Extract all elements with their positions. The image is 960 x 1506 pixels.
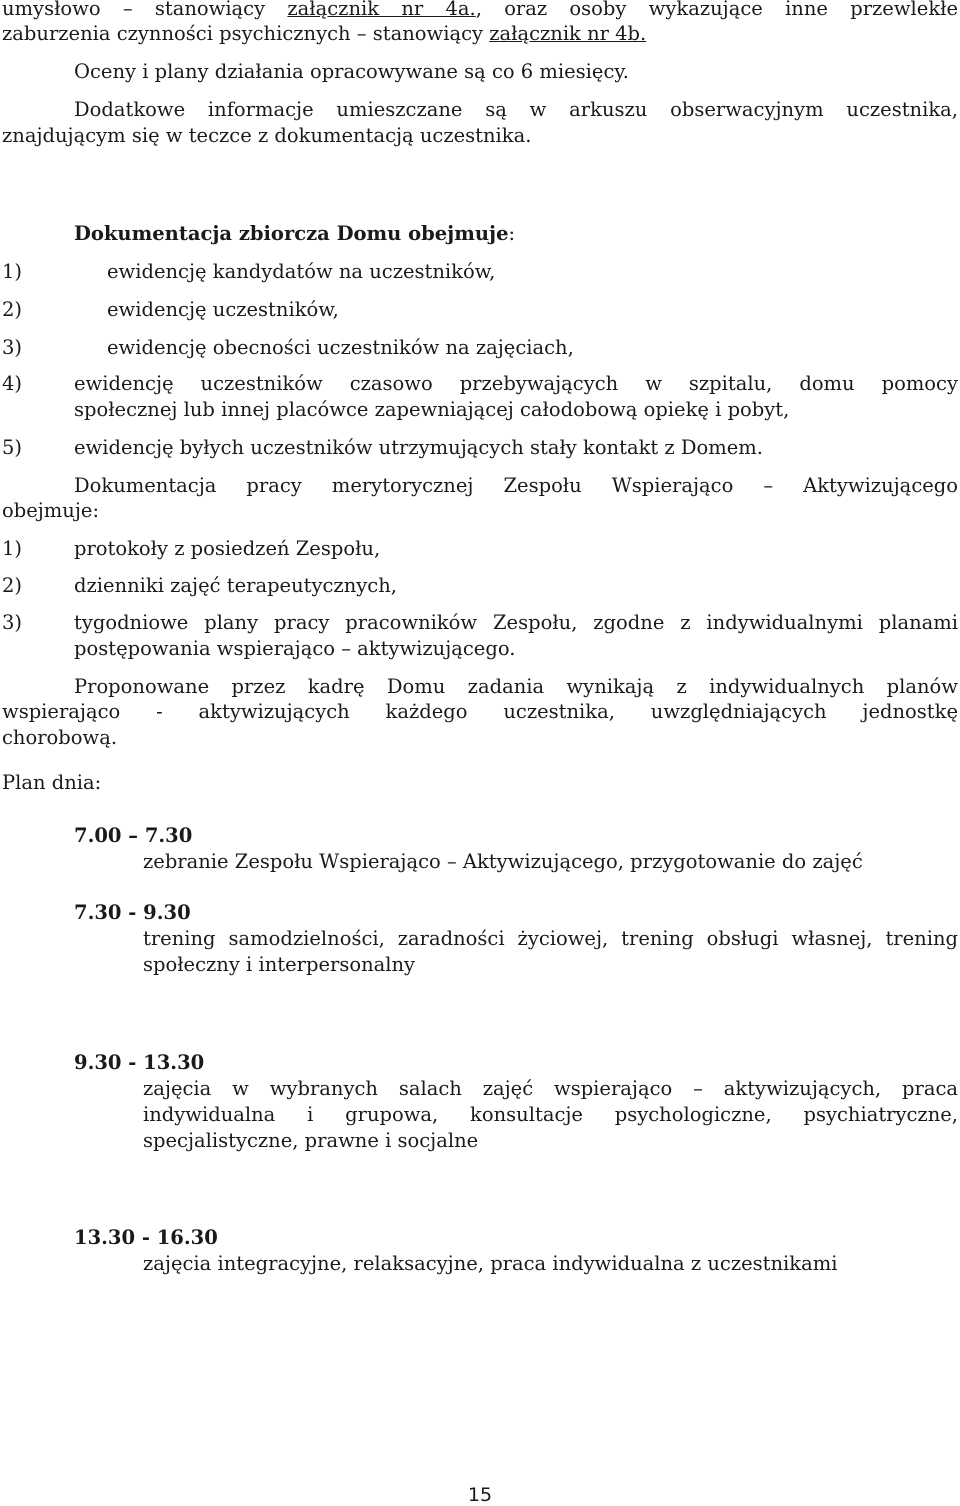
plan-time: 7.30 - 9.30: [74, 901, 191, 924]
list-item-continuation: postępowania wspierająco – aktywizującego.: [74, 637, 516, 660]
text-segment: umysłowo – stanowiący: [2, 0, 288, 20]
plan-time: 7.00 – 7.30: [74, 824, 193, 847]
team-doc-intro-line-2: obejmuje:: [2, 499, 100, 522]
list-item-number: 4): [2, 372, 23, 395]
collective-doc-heading: [74, 221, 958, 247]
list-item: tygodniowe plany pracy pracowników Zespołu, zgodne z indywidualnymi planami: [74, 611, 958, 634]
plan-time: 13.30 - 16.30: [74, 1226, 218, 1249]
top-line-2: [2, 21, 958, 47]
proposal-line-1: Proponowane przez kadrę Domu zadania wynikają z indywidualnych planów: [74, 675, 958, 698]
page-number: 15: [467, 1484, 493, 1506]
list-item-number: 2): [2, 298, 23, 321]
review-frequency-text: Oceny i plany działania opracowywane są co 6 miesięcy.: [74, 60, 630, 83]
attachment-4b-reference: załącznik nr 4b.: [489, 22, 647, 45]
plan-label: Plan dnia:: [2, 771, 102, 794]
heading-colon: :: [508, 222, 516, 245]
list-item: ewidencję byłych uczestników utrzymujących stały kontakt z Domem.: [74, 436, 763, 459]
list-item-number: 1): [2, 260, 23, 283]
heading-text: Dokumentacja zbiorcza Domu obejmuje: [74, 222, 509, 245]
attachment-4a-reference: załącznik nr 4a.: [287, 0, 476, 20]
additional-info-line-1: Dodatkowe informacje umieszczane są w arkuszu obserwacyjnym uczestnika,: [74, 98, 958, 121]
list-item-number: 3): [2, 611, 23, 634]
plan-description: zajęcia w wybranych salach zajęć wspierająco – aktywizujących, praca indywidualna i grupowa, konsultacje psychologiczne, psychiatryczne, specjalistyczne, prawne i socjalne: [143, 1077, 958, 1152]
text-segment: zaburzenia czynności psychicznych – stanowiący: [2, 22, 490, 45]
top-line-1: [2, 0, 958, 22]
list-item: ewidencję uczestników,: [107, 298, 339, 321]
list-item-number: 2): [2, 574, 23, 597]
list-item: ewidencję obecności uczestników na zajęciach,: [107, 336, 574, 359]
plan-description: zebranie Zespołu Wspierająco – Aktywizującego, przygotowanie do zajęć: [143, 850, 863, 873]
list-item: protokoły z posiedzeń Zespołu,: [74, 537, 381, 560]
additional-info-line-2: znajdującym się w teczce z dokumentacją uczestnika.: [2, 124, 532, 147]
list-item-number: 5): [2, 436, 23, 459]
list-item: dzienniki zajęć terapeutycznych,: [74, 574, 397, 597]
plan-description: zajęcia integracyjne, relaksacyjne, praca indywidualna z uczestnikami: [143, 1252, 838, 1275]
list-item-number: 3): [2, 336, 23, 359]
list-item-continuation: społecznej lub innej placówce zapewniającej całodobową opiekę i pobyt,: [74, 398, 790, 421]
proposal-line-2: wspierająco - aktywizujących każdego uczestnika, uwzględniających jednostkę: [2, 700, 958, 723]
list-item: ewidencję uczestników czasowo przebywających w szpitalu, domu pomocy: [74, 372, 958, 395]
plan-time: 9.30 - 13.30: [74, 1051, 205, 1074]
proposal-line-3: chorobową.: [2, 726, 118, 749]
text-segment: , oraz osoby wykazujące inne przewlekłe: [475, 0, 958, 20]
list-item-number: 1): [2, 537, 23, 560]
plan-description: trening samodzielności, zaradności życiowej, trening obsługi własnej, trening społeczny i interpersonalny: [143, 927, 958, 976]
team-doc-intro-line-1: Dokumentacja pracy merytorycznej Zespołu Wspierająco – Aktywizującego: [74, 474, 958, 497]
list-item: ewidencję kandydatów na uczestników,: [107, 260, 496, 283]
